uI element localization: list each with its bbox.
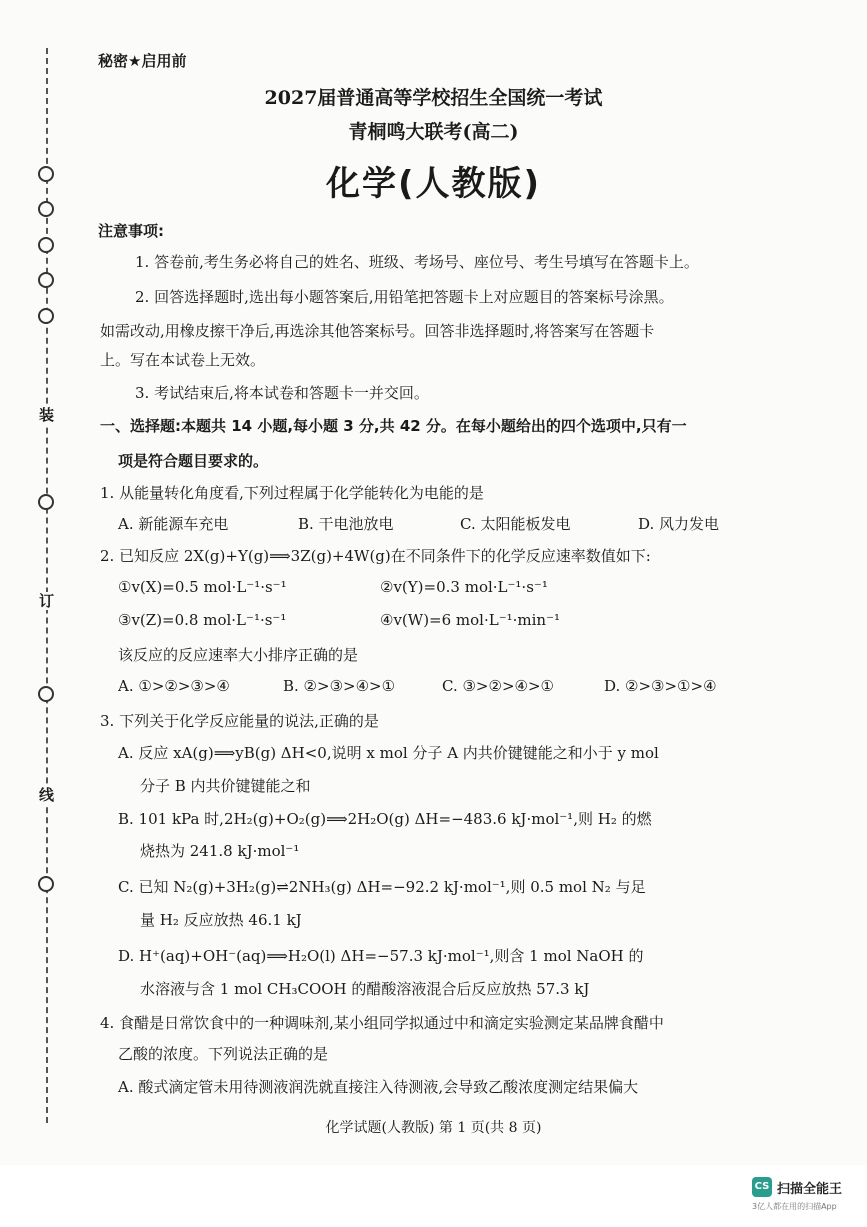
question-3-stem: 3. 下列关于化学反应能量的说法,正确的是 <box>100 712 379 730</box>
binding-hole-icon <box>38 237 54 253</box>
question-2-option-c: C. ③>②>④>① <box>442 677 554 695</box>
binding-char-ding: 订 <box>39 592 55 610</box>
binding-hole-icon <box>38 686 54 702</box>
binding-hole-icon <box>38 494 54 510</box>
binding-hole-icon <box>38 272 54 288</box>
camscanner-name: 扫描全能王 <box>777 1182 843 1197</box>
binding-hole-icon <box>38 308 54 324</box>
question-1-option-d: D. 风力发电 <box>638 515 720 533</box>
camscanner-logo-icon: CS <box>752 1177 772 1197</box>
question-2-rate-4: ④v(W)=6 mol·L⁻¹·min⁻¹ <box>380 611 561 629</box>
section-heading-cont: 项是符合题目要求的。 <box>118 452 269 470</box>
binding-hole-icon <box>38 876 54 892</box>
confidential-mark: 秘密★启用前 <box>98 52 187 70</box>
question-3-option-c-cont: 量 H₂ 反应放热 46.1 kJ <box>140 911 302 929</box>
binding-char-zhuang: 装 <box>39 406 55 424</box>
question-3-option-d: D. H⁺(aq)+OH⁻(aq)⟹H₂O(l) ΔH=−57.3 kJ·mol⁻¹,则含 1 mol NaOH 的 <box>118 947 644 965</box>
subject-title: 化学(人教版) <box>325 164 542 204</box>
binding-char-xian: 线 <box>39 786 55 804</box>
question-3-option-a: A. 反应 xA(g)⟹yB(g) ΔH<0,说明 x mol 分子 A 内共价键键能之和小于 y mol <box>118 744 659 762</box>
question-1-option-c: C. 太阳能板发电 <box>460 515 571 533</box>
question-2-option-b: B. ②>③>④>① <box>283 677 396 695</box>
question-3-option-c: C. 已知 N₂(g)+3H₂(g)⇌2NH₃(g) ΔH=−92.2 kJ·mol⁻¹,则 0.5 mol N₂ 与足 <box>118 878 646 896</box>
notice-line: 1. 答卷前,考生务必将自己的姓名、班级、考场号、座位号、考生号填写在答题卡上。 <box>135 253 699 271</box>
notice-line: 上。写在本试卷上无效。 <box>100 351 266 369</box>
notice-heading: 注意事项: <box>98 222 164 240</box>
question-4-option-a: A. 酸式滴定管未用待测液润洗就直接注入待测液,会导致乙酸浓度测定结果偏大 <box>118 1078 639 1096</box>
section-heading: 一、选择题:本题共 14 小题,每小题 3 分,共 42 分。在每小题给出的四个选项中,只有一 <box>100 417 687 435</box>
question-2-option-d: D. ②>③>①>④ <box>604 677 717 695</box>
exam-title: 2027届普通高等学校招生全国统一考试 <box>264 87 603 109</box>
exam-subtitle: 青桐鸣大联考(高二) <box>348 121 519 143</box>
question-2-option-a: A. ①>②>③>④ <box>118 677 230 695</box>
notice-line: 3. 考试结束后,将本试卷和答题卡一并交回。 <box>135 384 429 402</box>
question-2-question: 该反应的反应速率大小排序正确的是 <box>118 646 359 664</box>
question-2-rate-3: ③v(Z)=0.8 mol·L⁻¹·s⁻¹ <box>118 611 287 629</box>
question-4-stem-cont: 乙酸的浓度。下列说法正确的是 <box>118 1045 329 1063</box>
question-2-stem: 2. 已知反应 2X(g)+Y(g)⟹3Z(g)+4W(g)在不同条件下的化学反应速率数值如下: <box>100 547 651 565</box>
question-1-option-a: A. 新能源车充电 <box>118 515 229 533</box>
question-4-stem: 4. 食醋是日常饮食中的一种调味剂,某小组同学拟通过中和滴定实验测定某品牌食醋中 <box>100 1014 664 1032</box>
notice-line: 2. 回答选择题时,选出每小题答案后,用铅笔把答题卡上对应题目的答案标号涂黑。 <box>135 288 674 306</box>
page-footer: 化学试题(人教版) 第 1 页(共 8 页) <box>325 1120 542 1136</box>
question-3-option-d-cont: 水溶液与含 1 mol CH₃COOH 的醋酸溶液混合后反应放热 57.3 kJ <box>140 980 590 998</box>
question-3-option-b: B. 101 kPa 时,2H₂(g)+O₂(g)⟹2H₂O(g) ΔH=−483.6 kJ·mol⁻¹,则 H₂ 的燃 <box>118 810 652 828</box>
question-2-rate-1: ①v(X)=0.5 mol·L⁻¹·s⁻¹ <box>118 578 287 596</box>
question-1-option-b: B. 干电池放电 <box>298 515 394 533</box>
question-3-option-a-cont: 分子 B 内共价键键能之和 <box>140 777 311 795</box>
camscanner-tagline: 3亿人都在用的扫描App <box>752 1202 837 1211</box>
question-2-rate-2: ②v(Y)=0.3 mol·L⁻¹·s⁻¹ <box>380 578 548 596</box>
question-1-stem: 1. 从能量转化角度看,下列过程属于化学能转化为电能的是 <box>100 484 484 502</box>
question-3-option-b-cont: 烧热为 241.8 kJ·mol⁻¹ <box>140 842 300 860</box>
notice-line: 如需改动,用橡皮擦干净后,再选涂其他答案标号。回答非选择题时,将答案写在答题卡 <box>100 322 655 340</box>
